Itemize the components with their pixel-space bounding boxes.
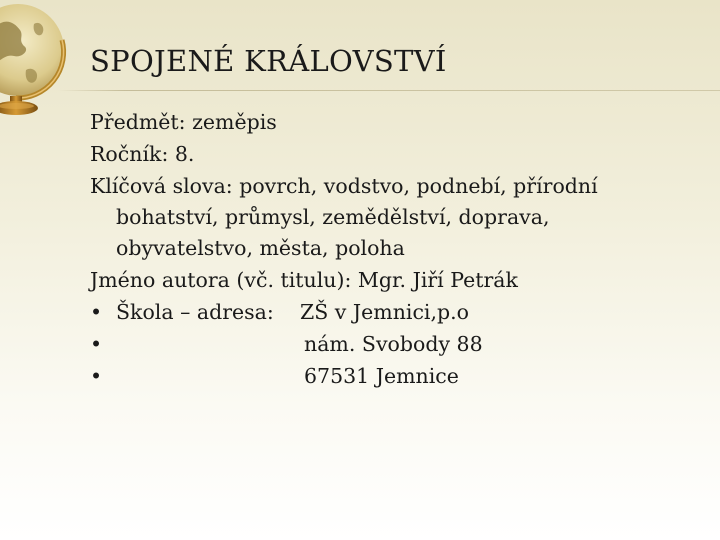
school-label: Škola – adresa: <box>116 300 274 324</box>
page-title: SPOJENÉ KRÁLOVSTVÍ <box>90 44 447 78</box>
subject-line: Předmět: zeměpis <box>90 110 277 134</box>
slide-content <box>90 106 700 392</box>
globe-icon <box>0 0 72 118</box>
bullet: • <box>90 300 103 324</box>
title-divider <box>58 90 720 91</box>
school-address-row <box>90 328 700 360</box>
street-address: nám. Svobody 88 <box>304 332 483 356</box>
grade-line: Ročník: 8. <box>90 142 195 166</box>
school-address-row <box>90 360 700 392</box>
bullet: • <box>90 364 103 388</box>
keywords-continuation: bohatství, průmysl, zemědělství, doprava, <box>116 205 550 229</box>
keywords-line: Klíčová slova: povrch, vodstvo, podnebí, přírodní <box>90 174 598 198</box>
school-address-row <box>90 296 700 328</box>
author-line: Jméno autora (vč. titulu): Mgr. Jiří Petrák <box>90 268 518 292</box>
bullet: • <box>90 332 103 356</box>
keywords-continuation: obyvatelstvo, města, poloha <box>116 236 405 260</box>
school-name: ZŠ v Jemnici,p.o <box>300 300 469 324</box>
postal-address: 67531 Jemnice <box>304 364 459 388</box>
